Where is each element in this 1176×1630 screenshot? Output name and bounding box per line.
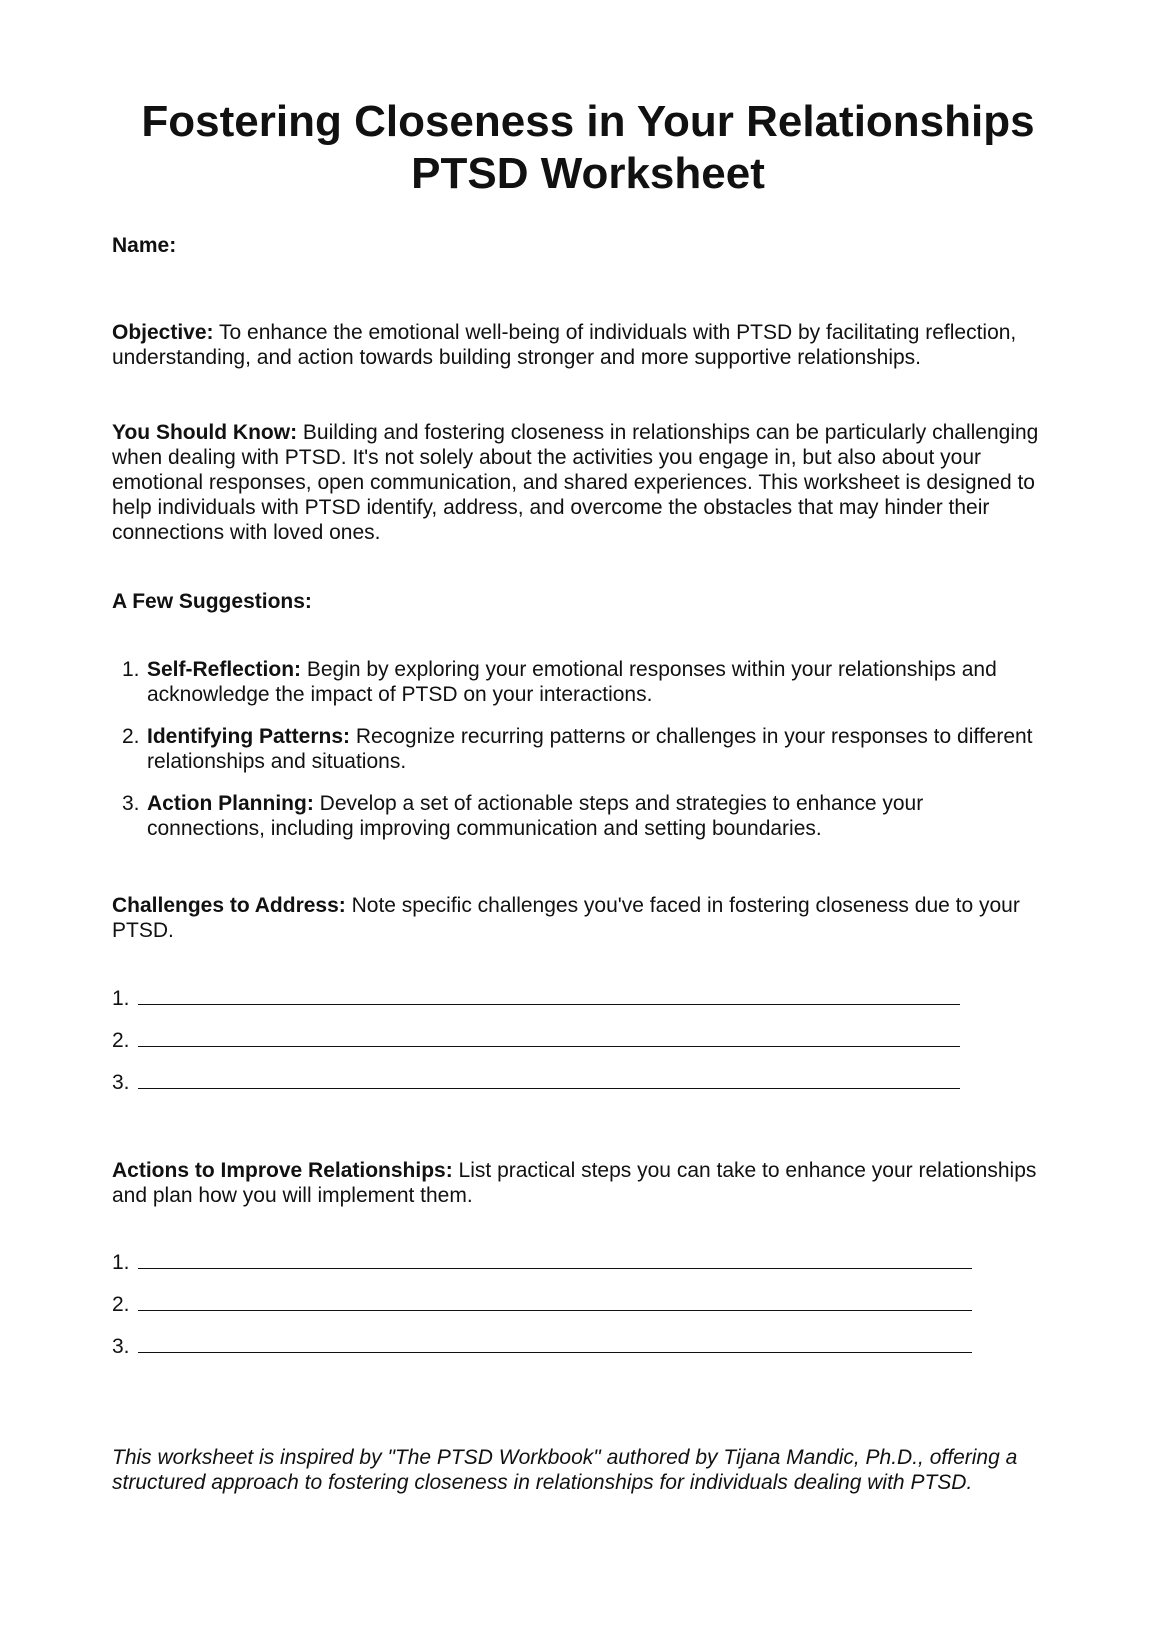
page-title	[0, 96, 1176, 200]
action-blank-row	[112, 1250, 972, 1275]
action-blank-row	[112, 1334, 972, 1359]
title-line-2: PTSD Worksheet	[411, 149, 765, 198]
suggestion-item	[112, 791, 1042, 841]
suggestion-label: Identifying Patterns:	[147, 725, 351, 748]
you-should-know-label: You Should Know:	[112, 421, 298, 444]
suggestion-label: Action Planning:	[147, 792, 314, 815]
suggestion-number: 3.	[122, 792, 140, 815]
name-label: Name:	[112, 234, 177, 257]
challenge-answer-line[interactable]	[138, 1028, 960, 1047]
objective-text: To enhance the emotional well-being of individuals with PTSD by facilitating reflection, understanding, and action towards building stronger and more supportive relationships.	[112, 321, 1017, 369]
blank-number: 3.	[112, 1071, 130, 1094]
challenge-answer-line[interactable]	[138, 1070, 960, 1089]
objective-paragraph	[112, 320, 1042, 370]
blank-number: 1.	[112, 1251, 130, 1274]
suggestion-body: Recognize recurring patterns or challenges in your responses to different relationships and situations.	[147, 725, 1033, 773]
blank-number: 3.	[112, 1335, 130, 1358]
suggestion-item	[112, 657, 1042, 707]
suggestions-heading: A Few Suggestions:	[112, 590, 312, 613]
blank-number: 1.	[112, 987, 130, 1010]
challenge-blank-row	[112, 986, 960, 1011]
suggestion-number: 2.	[122, 725, 140, 748]
challenge-answer-line[interactable]	[138, 986, 960, 1005]
challenges-text: Note specific challenges you've faced in fostering closeness due to your PTSD.	[112, 894, 1020, 942]
suggestion-body: Develop a set of actionable steps and strategies to enhance your connections, including improving communication and setting boundaries.	[147, 792, 924, 840]
action-blank-row	[112, 1292, 972, 1317]
action-answer-line[interactable]	[138, 1250, 972, 1269]
suggestion-text	[147, 724, 1042, 774]
challenge-blank-row	[112, 1070, 960, 1095]
title-line-1: Fostering Closeness in Your Relationships	[141, 97, 1035, 146]
challenge-blank-row	[112, 1028, 960, 1053]
footer-citation: This worksheet is inspired by "The PTSD Workbook" authored by Tijana Mandic, Ph.D., offering a structured approach to fostering closeness in relationships for individuals dealing with PTSD.	[112, 1446, 1018, 1494]
suggestion-text	[147, 657, 1042, 707]
action-answer-line[interactable]	[138, 1334, 972, 1353]
challenges-paragraph	[112, 893, 1042, 943]
suggestion-body: Begin by exploring your emotional responses within your relationships and acknowledge the impact of PTSD on your interactions.	[147, 658, 997, 706]
suggestion-item	[112, 724, 1042, 774]
you-should-know-text: Building and fostering closeness in relationships can be particularly challenging when dealing with PTSD. It's not solely about the activities you engage in, but also about your emotional responses, open communication, and shared experiences. This worksheet is designed to help individuals with PTSD identify, address, and overcome the obstacles that may hinder their connections with loved ones.	[112, 421, 1039, 544]
you-should-know-paragraph	[112, 420, 1042, 545]
action-answer-line[interactable]	[138, 1292, 972, 1311]
objective-label: Objective:	[112, 321, 214, 344]
suggestion-text	[147, 791, 1042, 841]
blank-number: 2.	[112, 1293, 130, 1316]
actions-text: List practical steps you can take to enhance your relationships and plan how you will implement them.	[112, 1159, 1037, 1207]
actions-paragraph	[112, 1158, 1042, 1208]
actions-label: Actions to Improve Relationships:	[112, 1159, 453, 1182]
suggestion-label: Self-Reflection:	[147, 658, 302, 681]
challenges-label: Challenges to Address:	[112, 894, 346, 917]
suggestion-number: 1.	[122, 658, 140, 681]
blank-number: 2.	[112, 1029, 130, 1052]
